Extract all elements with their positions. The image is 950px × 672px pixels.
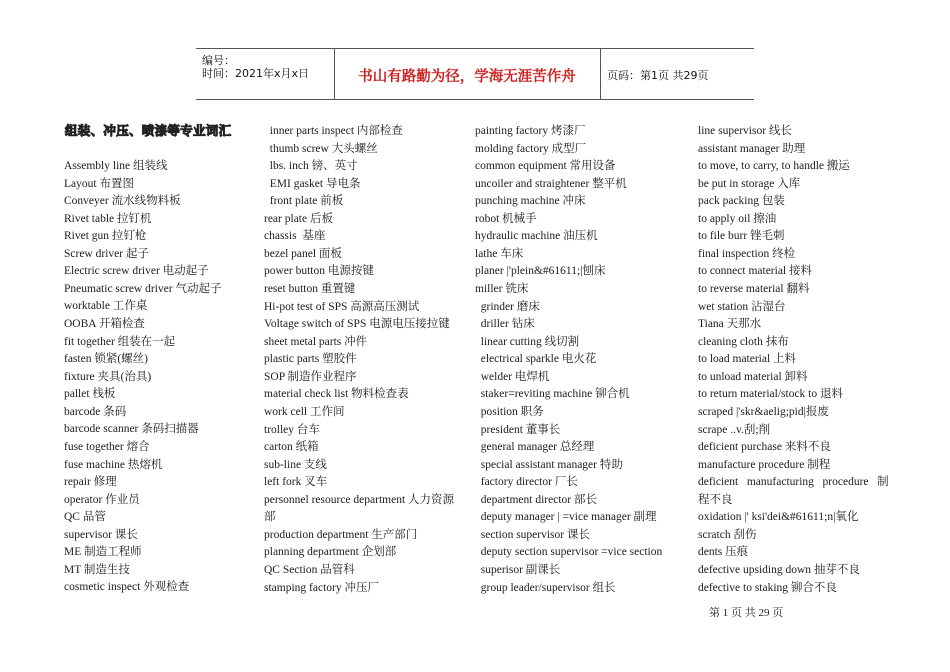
vocab-entry: sheet metal parts 冲件 — [264, 335, 368, 348]
vocab-entry: production department 生产部门 — [264, 528, 418, 541]
vocab-entry: dents 压痕 — [698, 546, 749, 559]
vocab-entry: common equipment 常用设备 — [475, 160, 616, 173]
vocab-entry: be put in storage 入库 — [698, 177, 801, 190]
vocab-entry: factory director 厂长 — [475, 476, 578, 489]
header-page-cell — [601, 49, 754, 99]
vocab-entry: Rivet table 拉钉机 — [64, 212, 152, 225]
header-motto: 书山有路勤为径，学海无涯苦作舟 — [358, 69, 576, 85]
vocab-entry: to file burr 锉毛刺 — [698, 230, 785, 243]
vocab-entry: chassis 基座 — [264, 230, 326, 243]
vocab-entry: deficient manufacturing procedure 制 — [698, 476, 889, 489]
vocab-entry: driller 钻床 — [475, 318, 535, 331]
vocab-entry: planning department 企划部 — [264, 546, 397, 559]
vocab-entry: to return material/stock to 退料 — [698, 388, 843, 401]
vocab-entry: to apply oil 擦油 — [698, 212, 777, 225]
vocab-entry: power button 电源按键 — [264, 265, 374, 278]
vocab-entry: Layout 布置图 — [64, 177, 134, 190]
header-motto-cell — [334, 49, 601, 99]
vocab-entry: assistant manager 助理 — [698, 142, 806, 155]
vocab-entry: personnel resource department 人力资源 — [264, 493, 455, 506]
vocab-entry: plastic parts 塑胶件 — [264, 353, 357, 366]
vocab-entry: MT 制造生技 — [64, 563, 130, 576]
vocab-entry: 部 — [264, 511, 276, 524]
vocab-entry: barcode scanner 条码扫描器 — [64, 423, 199, 436]
vocab-entry: sub-line 支线 — [264, 458, 327, 471]
vocab-entry: final inspection 终检 — [698, 247, 796, 260]
vocab-entry: line supervisor 线长 — [698, 125, 792, 137]
vocab-entry: reset button 重置键 — [264, 283, 356, 296]
header-page-number: 页码：第1页 共29页 — [607, 69, 709, 82]
vocab-entry: punching machine 冲床 — [475, 195, 586, 208]
vocab-entry: repair 修理 — [64, 476, 117, 489]
vocab-entry: section supervisor 课长 — [475, 528, 590, 541]
vocab-entry: fit together 组装在一起 — [64, 335, 176, 348]
vocab-entry: Hi-pot test of SPS 高源高压测试 — [264, 300, 420, 313]
vocab-entry: operator 作业员 — [64, 493, 140, 506]
header-meta-cell — [196, 49, 335, 99]
vocab-entry: scrape ..v.刮;削 — [698, 423, 771, 436]
vocab-entry: scratch 刮伤 — [698, 528, 757, 541]
vocab-entry: fasten 锁紧(螺丝) — [64, 353, 148, 366]
vocab-entry: welder 电焊机 — [475, 370, 550, 383]
vocab-entry: special assistant manager 特助 — [475, 458, 623, 471]
vocab-entry: worktable 工作桌 — [64, 300, 148, 313]
vocab-entry: uncoiler and straightener 整平机 — [475, 177, 627, 190]
vocab-entry: bezel panel 面板 — [264, 247, 342, 260]
vocab-entry: Screw driver 起子 — [64, 247, 149, 260]
vocab-entry: Conveyer 流水线物料板 — [64, 195, 181, 208]
vocab-entry: miller 铣床 — [475, 283, 529, 296]
vocab-entry: molding factory 成型厂 — [475, 142, 587, 155]
vocab-entry: pallet 栈板 — [64, 388, 116, 401]
vocab-entry: wet station 沾湿台 — [698, 300, 786, 313]
vocab-entry: lbs. inch 镑、英寸 — [264, 160, 358, 173]
vocab-entry: general manager 总经理 — [475, 441, 595, 454]
vocab-entry: ME 制造工程师 — [64, 546, 142, 559]
page-header — [196, 48, 754, 100]
vocab-entry: deputy manager | =vice manager 副理 — [475, 511, 657, 524]
vocab-entry: rear plate 后板 — [264, 212, 333, 225]
page-footer: 第 1 页 共 29 页 — [709, 607, 784, 619]
vocab-entry: president 董事长 — [475, 423, 561, 436]
vocab-entry: planer |'plein&#61611;|刨床 — [475, 265, 606, 278]
vocab-entry: left fork 叉车 — [264, 476, 328, 489]
vocab-entry: supervisor 课长 — [64, 528, 138, 541]
vocab-entry: carton 纸箱 — [264, 441, 319, 454]
vocab-entry: front plate 前板 — [264, 195, 344, 208]
vocab-entry: Electric screw driver 电动起子 — [64, 265, 209, 278]
vocab-entry: cleaning cloth 抹布 — [698, 335, 789, 348]
vocab-entry: thumb screw 大头螺丝 — [264, 142, 378, 155]
vocab-entry: group leader/supervisor 组长 — [475, 581, 616, 594]
vocab-entry: OOBA 开箱检查 — [64, 318, 145, 331]
vocab-entry: to unload material 卸料 — [698, 370, 808, 383]
vocab-entry: to load material 上料 — [698, 353, 797, 366]
vocab-entry: to move, to carry, to handle 搬运 — [698, 160, 850, 173]
vocab-entry: barcode 条码 — [64, 405, 127, 418]
vocab-entry: scraped |'skr&aelig;pid|报废 — [698, 405, 829, 418]
vocab-entry: inner parts inspect 内部检查 — [264, 125, 403, 137]
vocab-entry: hydraulic machine 油压机 — [475, 230, 598, 243]
vocab-entry: QC 品管 — [64, 511, 106, 524]
vocab-entry: stamping factory 冲压厂 — [264, 581, 379, 594]
vocab-entry: SOP 制造作业程序 — [264, 370, 357, 383]
vocab-entry: Voltage switch of SPS 电源电压接拉键 — [264, 318, 450, 331]
vocab-entry: trolley 台车 — [264, 423, 320, 436]
vocab-entry: department director 部长 — [475, 493, 597, 506]
vocab-entry: to connect material 接料 — [698, 265, 813, 278]
vocab-entry: lathe 车床 — [475, 247, 524, 260]
vocab-entry: oxidation |' ksi'dei&#61611;n|氧化 — [698, 511, 859, 524]
vocab-entry: deficient purchase 来料不良 — [698, 441, 831, 454]
document-date-label: 时间：2021年x月x日 — [202, 67, 310, 80]
vocab-entry: Pneumatic screw driver 气动起子 — [64, 282, 222, 295]
vocab-entry: Tiana 天那水 — [698, 318, 762, 331]
vocab-entry: superisor 副课长 — [475, 564, 561, 576]
vocab-entry: cosmetic inspect 外观检查 — [64, 581, 190, 594]
vocab-entry: pack packing 包装 — [698, 195, 785, 208]
vocab-entry: deputy section supervisor =vice section — [475, 546, 663, 559]
vocab-entry: work cell 工作间 — [264, 405, 345, 418]
vocab-entry: to reverse material 翻料 — [698, 283, 810, 296]
vocab-entry: grinder 磨床 — [475, 300, 540, 313]
vocab-entry: 程不良 — [698, 493, 733, 506]
vocab-entry: fixture 夹具(治具) — [64, 370, 152, 383]
vocab-entry: defective to staking 铆合不良 — [698, 581, 837, 594]
vocab-entry: electrical sparkle 电火花 — [475, 353, 597, 366]
vocab-entry: robot 机械手 — [475, 212, 537, 225]
vocab-entry: fuse machine 热熔机 — [64, 458, 163, 471]
vocab-entry: fuse together 熔合 — [64, 440, 150, 453]
vocab-entry: material check list 物料检查表 — [264, 388, 409, 401]
vocab-entry: painting factory 烤漆厂 — [475, 125, 586, 137]
vocab-entry: EMI gasket 导电条 — [264, 177, 361, 190]
vocab-entry: position 职务 — [475, 405, 544, 418]
document-number-label: 编号： — [202, 54, 235, 67]
vocab-entry: manufacture procedure 制程 — [698, 458, 831, 471]
vocab-entry: Assembly line 组装线 — [64, 160, 168, 172]
vocab-entry: staker=reviting machine 铆合机 — [475, 388, 630, 401]
section-title: 组装、冲压、喷漆等专业词汇 — [65, 123, 232, 138]
vocab-entry: QC Section 品管科 — [264, 564, 355, 576]
vocab-entry: defective upsiding down 抽芽不良 — [698, 564, 860, 576]
vocab-entry: Rivet gun 拉钉枪 — [64, 230, 147, 243]
vocab-entry: linear cutting 线切割 — [475, 335, 580, 348]
